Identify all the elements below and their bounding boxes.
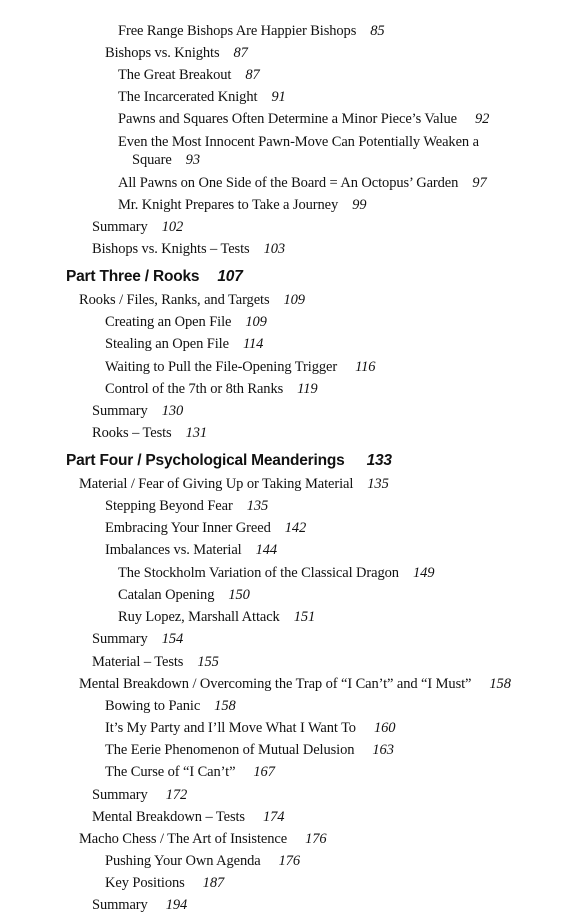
toc-entry-title: Even the Most Innocent Pawn-Move Can Potentially Weaken a xyxy=(118,134,479,150)
toc-entry xyxy=(92,630,183,648)
toc-entry-title: Rooks / Files, Ranks, and Targets xyxy=(79,292,270,308)
toc-entry-page: 87 xyxy=(233,45,248,61)
toc-entry-title: Key Positions xyxy=(105,875,185,891)
toc-entry-title: Stepping Beyond Fear xyxy=(105,498,233,514)
toc-entry-page: 97 xyxy=(472,175,487,191)
toc-entry-title: Summary xyxy=(92,219,148,235)
toc-entry-page: 92 xyxy=(474,111,490,127)
toc-entry-title: The Great Breakout xyxy=(118,67,232,83)
toc-entry xyxy=(105,697,236,715)
toc-entry-page: 103 xyxy=(263,241,286,257)
toc-entry xyxy=(105,497,268,515)
toc-entry-title: Summary xyxy=(92,897,148,913)
toc-part-heading xyxy=(66,452,392,470)
toc-entry xyxy=(105,44,248,62)
toc-entry xyxy=(105,741,394,759)
toc-entry-page: 131 xyxy=(185,425,208,441)
toc-entry-continuation xyxy=(118,151,200,169)
toc-part-page: 133 xyxy=(366,452,392,469)
toc-entry xyxy=(105,541,277,559)
toc-entry-title: The Curse of “I Can’t” xyxy=(105,764,236,780)
toc-entry-page: 116 xyxy=(355,359,376,375)
toc-entry xyxy=(105,358,375,376)
toc-entry-page: 102 xyxy=(161,219,184,235)
toc-entry-page: 109 xyxy=(283,292,305,308)
toc-entry-page: 154 xyxy=(161,631,184,647)
toc-entry xyxy=(118,608,315,626)
toc-entry-title: Catalan Opening xyxy=(118,587,215,603)
toc-entry-page: 109 xyxy=(245,314,267,330)
toc-entry-title: Pushing Your Own Agenda xyxy=(105,853,261,869)
toc-entry-title: Embracing Your Inner Greed xyxy=(105,520,271,536)
toc-entry-page: 130 xyxy=(161,403,184,419)
toc-entry-title: The Eerie Phenomenon of Mutual Delusion xyxy=(105,742,355,758)
toc-entry-title: Creating an Open File xyxy=(105,314,232,330)
toc-entry xyxy=(92,786,187,804)
toc-entry xyxy=(79,830,327,848)
toc-entry xyxy=(118,66,260,84)
toc-entry-title: Bowing to Panic xyxy=(105,698,201,714)
toc-entry-title: All Pawns on One Side of the Board = An Octopus’ Garden xyxy=(118,175,459,191)
toc-entry xyxy=(105,519,306,537)
toc-entry xyxy=(92,424,207,442)
toc-entry-page: 187 xyxy=(202,875,225,891)
toc-entry-title: It’s My Party and I’ll Move What I Want To xyxy=(105,720,356,736)
toc-entry-page: 149 xyxy=(412,565,435,581)
toc-entry-page: 155 xyxy=(197,654,219,670)
toc-entry-page: 142 xyxy=(284,520,307,536)
toc-part-heading xyxy=(66,268,243,286)
toc-entry xyxy=(118,564,434,582)
toc-entry-page: 135 xyxy=(367,476,389,492)
toc-entry-title: Rooks – Tests xyxy=(92,425,172,441)
toc-entry-title: Material – Tests xyxy=(92,654,184,670)
toc-entry-title: Ruy Lopez, Marshall Attack xyxy=(118,609,280,625)
toc-entry-title: Stealing an Open File xyxy=(105,336,229,352)
toc-entry-title: Macho Chess / The Art of Insistence xyxy=(79,831,288,847)
toc-entry-page: 85 xyxy=(370,23,385,39)
toc-entry-page: 93 xyxy=(185,152,200,168)
toc-entry xyxy=(118,174,487,192)
toc-entry-page: 99 xyxy=(352,197,367,213)
toc-entry-page: 194 xyxy=(165,897,188,913)
toc-entry-page: 176 xyxy=(305,831,327,847)
toc-entry-page: 119 xyxy=(297,381,318,397)
toc-entry xyxy=(92,808,284,826)
toc-part-title: Part Four / Psychological Meanderings xyxy=(66,452,345,469)
toc-part-page: 107 xyxy=(217,268,243,285)
toc-entry-page: 172 xyxy=(165,787,188,803)
toc-entry-page: 135 xyxy=(246,498,269,514)
toc-entry-page: 144 xyxy=(255,542,278,558)
toc-entry-page: 167 xyxy=(253,764,275,780)
toc-entry-title: Mr. Knight Prepares to Take a Journey xyxy=(118,197,339,213)
toc-entry-title: Summary xyxy=(92,403,148,419)
toc-entry xyxy=(92,402,183,420)
toc-entry-page: 158 xyxy=(489,676,511,692)
toc-entry-title: Bishops vs. Knights – Tests xyxy=(92,241,250,257)
toc-entry xyxy=(92,240,285,258)
toc-entry-title: The Incarcerated Knight xyxy=(118,89,258,105)
toc-entry xyxy=(118,88,286,106)
toc-entry-page: 114 xyxy=(242,336,264,352)
toc-entry xyxy=(105,763,275,781)
toc-entry-title: Pawns and Squares Often Determine a Minor Piece’s Value xyxy=(118,111,457,127)
toc-entry xyxy=(105,852,300,870)
toc-entry-title: Mental Breakdown – Tests xyxy=(92,809,245,825)
toc-entry-page: 174 xyxy=(262,809,285,825)
toc-entry-title: Control of the 7th or 8th Ranks xyxy=(105,381,284,397)
toc-entry-title: Bishops vs. Knights xyxy=(105,45,220,61)
toc-entry xyxy=(92,653,219,671)
toc-entry xyxy=(118,133,479,151)
toc-entry-title: Summary xyxy=(92,787,148,803)
toc-entry-title: Material / Fear of Giving Up or Taking Material xyxy=(79,476,354,492)
toc-entry-page: 176 xyxy=(278,853,301,869)
toc-entry-title-continued: Square xyxy=(132,152,172,168)
toc-entry-page: 91 xyxy=(271,89,286,105)
toc-entry xyxy=(118,110,489,128)
toc-entry xyxy=(79,475,389,493)
toc-entry-title: Mental Breakdown / Overcoming the Trap of “I Can’t” and “I Must” xyxy=(79,676,472,692)
toc-entry xyxy=(105,719,395,737)
toc-part-title: Part Three / Rooks xyxy=(66,268,200,285)
toc-entry-page: 150 xyxy=(228,587,250,603)
toc-entry xyxy=(118,196,366,214)
toc-entry xyxy=(105,380,318,398)
toc-entry xyxy=(79,675,511,693)
toc-entry xyxy=(79,291,305,309)
toc-entry-page: 158 xyxy=(214,698,236,714)
toc-entry xyxy=(105,335,263,353)
toc-entry-title: Free Range Bishops Are Happier Bishops xyxy=(118,23,357,39)
toc-entry xyxy=(105,874,224,892)
toc-entry xyxy=(118,22,385,40)
toc-entry xyxy=(105,313,267,331)
toc-entry-title: The Stockholm Variation of the Classical Dragon xyxy=(118,565,399,581)
toc-entry-page: 163 xyxy=(372,742,394,758)
toc-entry-page: 151 xyxy=(293,609,316,625)
toc-entry xyxy=(118,586,250,604)
toc-entry-title: Summary xyxy=(92,631,148,647)
toc-entry xyxy=(92,896,187,914)
toc-entry-page: 160 xyxy=(373,720,396,736)
toc-entry xyxy=(92,218,183,236)
toc-entry-title: Imbalances vs. Material xyxy=(105,542,242,558)
toc-entry-page: 87 xyxy=(245,67,260,83)
toc-entry-title: Waiting to Pull the File-Opening Trigger xyxy=(105,359,338,375)
